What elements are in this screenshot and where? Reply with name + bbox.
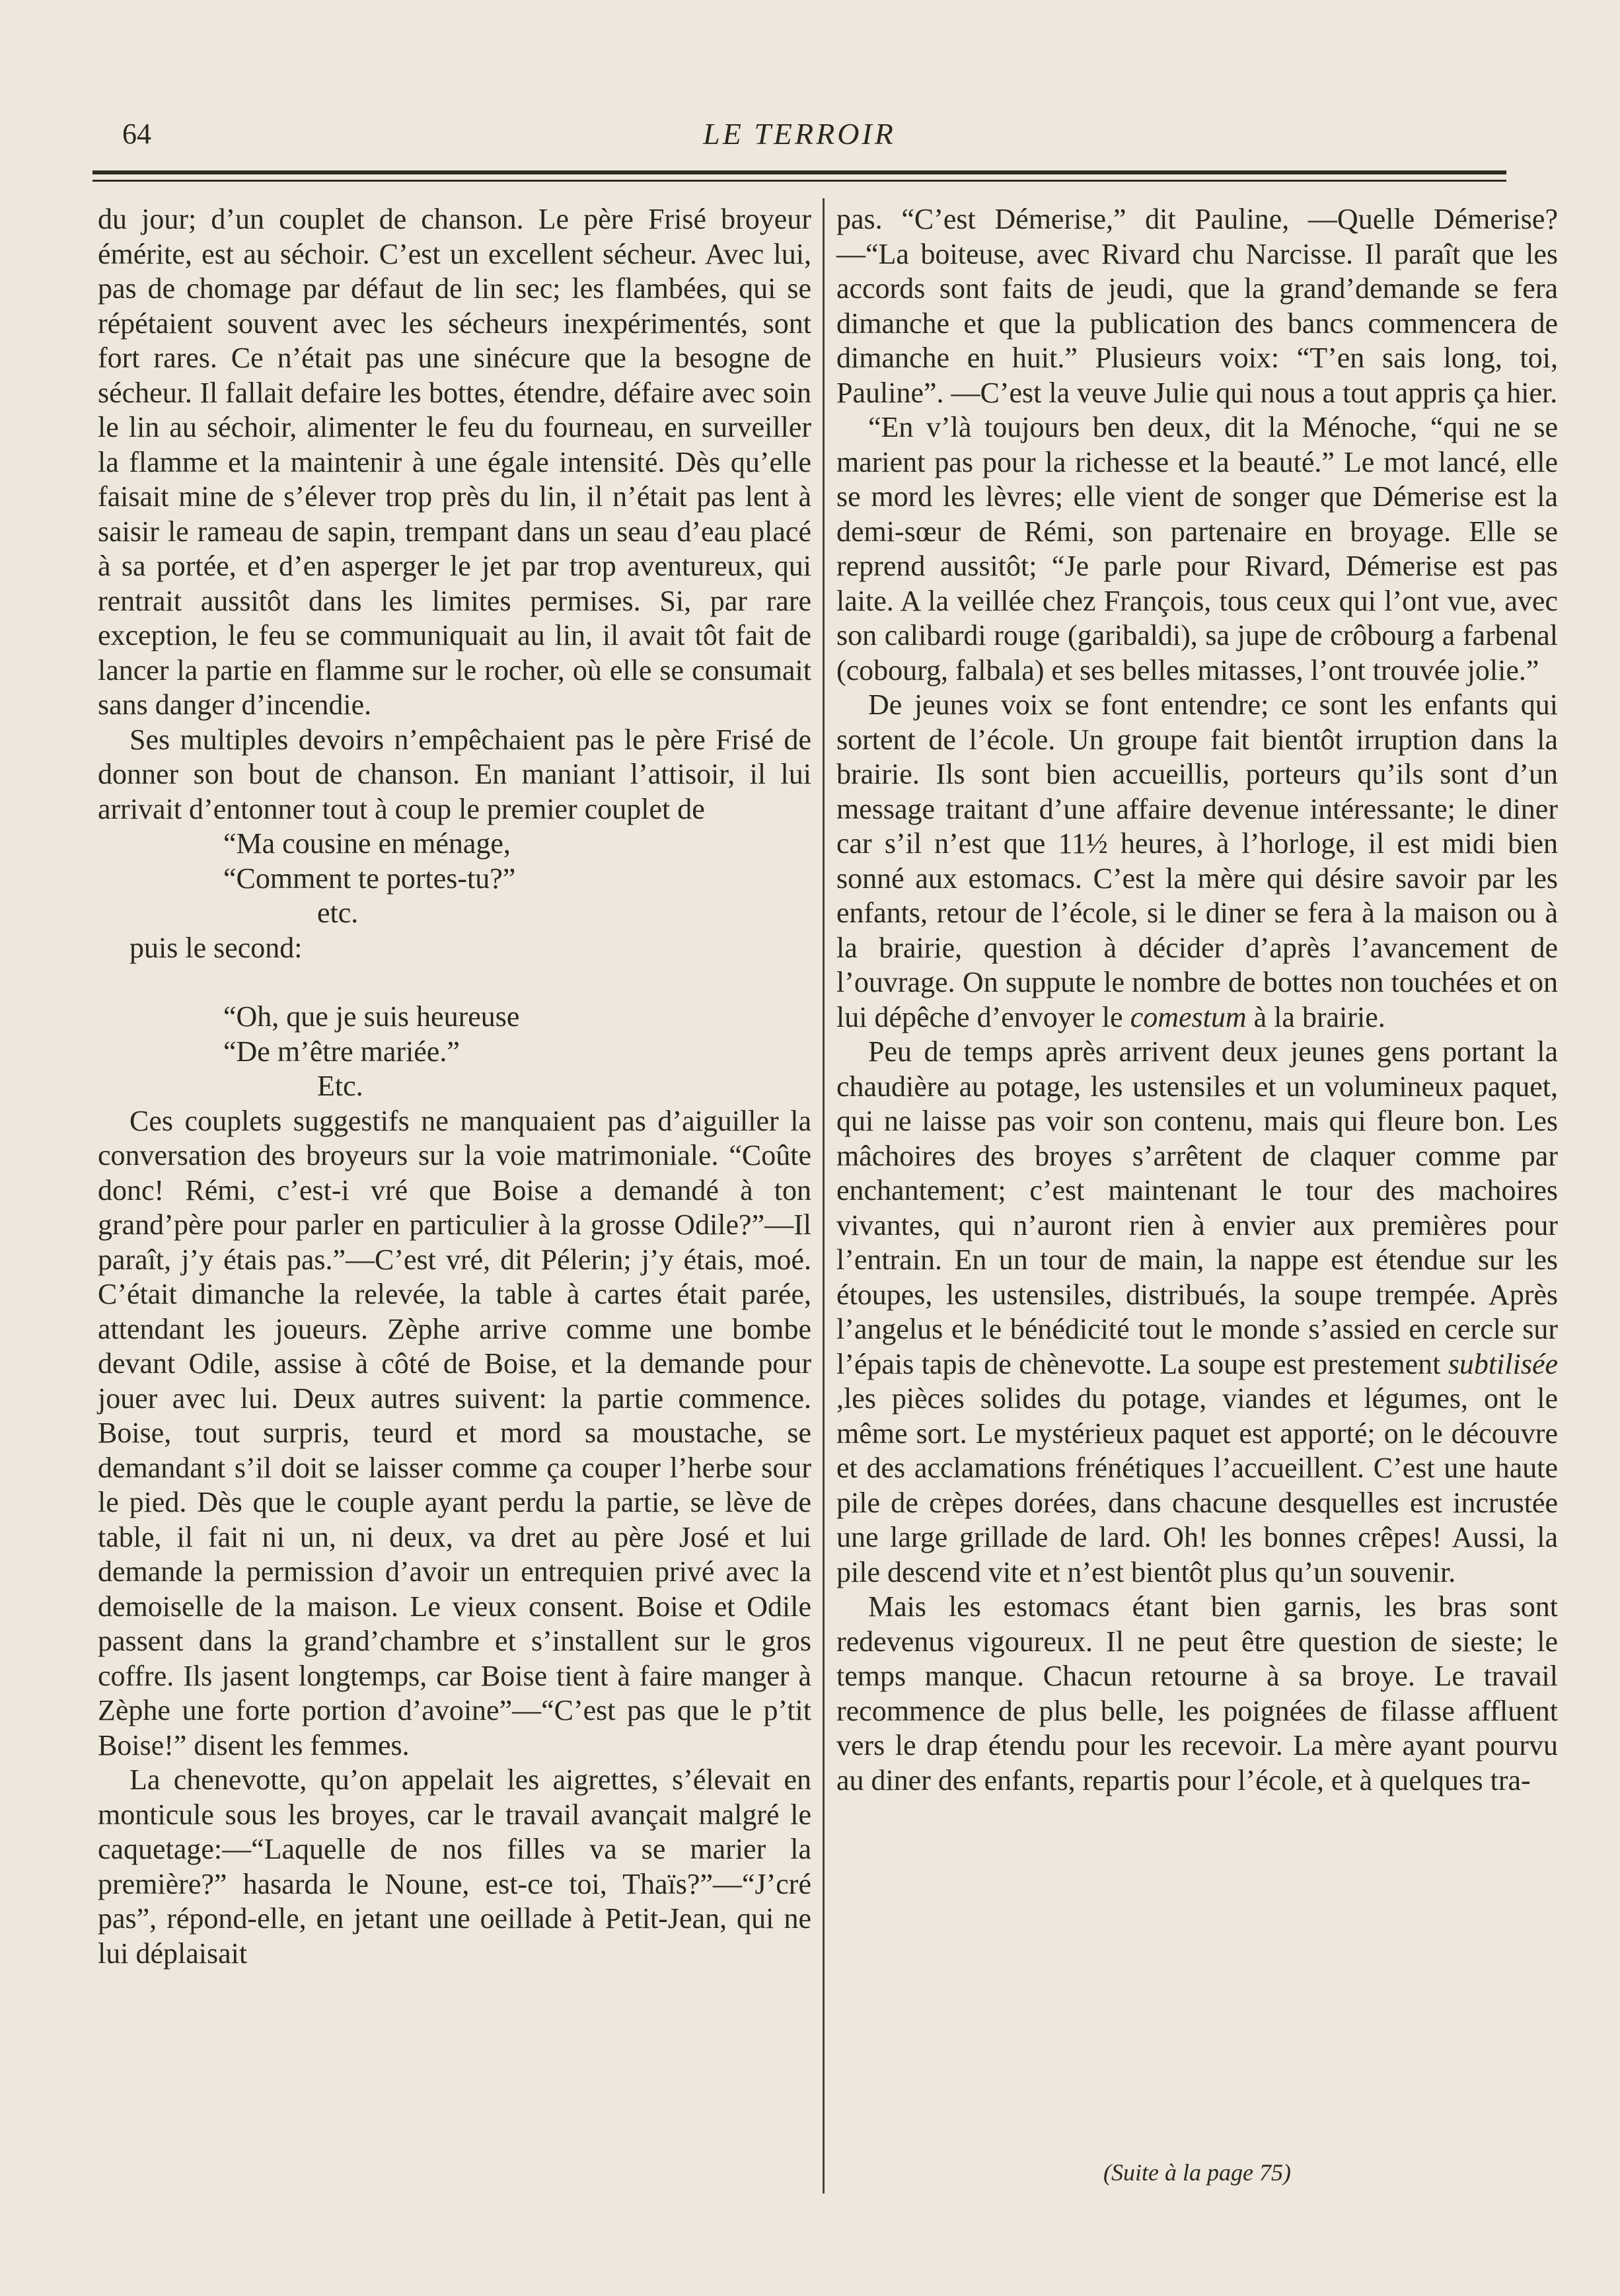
- verse-line: Etc.: [317, 1070, 363, 1102]
- song-verse: [98, 1000, 811, 1104]
- verse-line: “Comment te portes-tu?”: [223, 862, 516, 895]
- paragraph: pas. “C’est Démerise,” dit Pauline, —Quelle Démerise?—“La boiteuse, avec Rivard chu Narcisse. Il paraît que les accords sont faits de jeudi, que la grand’demande se fera dimanche et que la publication des bancs commencera de dimanche en huit.” Plusieurs voix: “T’en sais long, toi, Pauline”. —C’est la veuve Julie qui nous a tout appris ça hier.: [836, 203, 1558, 409]
- page-header: [92, 111, 1506, 157]
- verse-line: “Oh, que je suis heureuse: [223, 1000, 520, 1033]
- paragraph-text: ,les pièces solides du potage, viandes et légumes, ont le même sort. Le mystérieux paquet est apporté; on le découvre et des acclamations frénétiques l’accueillent. C’est une haute pile de crèpes dorées, dans chacune desquelles est incrustée une large grillade de lard. Oh! les bonnes crêpes! Aussi, la pile descend vite et n’est bientôt plus qu’un souvenir.: [836, 1382, 1558, 1588]
- right-column: [836, 202, 1558, 1798]
- paragraph: La chenevotte, qu’on appelait les aigrettes, s’élevait en monticule sous les broyes, car le travail avançait malgré le caquetage:—“Laquelle de nos filles va se marier la première?” hasarda le Noune, est-ce toi, Thaïs?”—“J’cré pas”, répond-elle, en jetant une oeillade à Petit-Jean, qui ne lui déplaisait: [98, 1763, 811, 1970]
- column-divider: [823, 198, 825, 2194]
- header-rule-thin: [92, 180, 1506, 182]
- verse-line: etc.: [317, 897, 359, 929]
- verse-intro: puis le second:: [129, 931, 303, 964]
- paragraph: [836, 688, 1558, 1035]
- paragraph: Mais les estomacs étant bien garnis, les bras sont redevenus vigoureux. Il ne peut être question de sieste; le temps manque. Chacun retourne à sa broye. Le travail recommence de plus belle, les poignées de filasse affluent vers le drap étendu pour les recevoir. La mère ayant pourvu au diner des enfants, repartis pour l’école, et à quelques tra-: [836, 1590, 1558, 1796]
- continuation-note: (Suite à la page 75): [1103, 2159, 1291, 2186]
- paragraph: du jour; d’un couplet de chanson. Le père Frisé broyeur émérite, est au séchoir. C’est un excellent sécheur. Avec lui, pas de chomage par défaut de lin sec; les flambées, qui se répétaient souvent avec les sécheurs inexpérimentés, sont fort rares. Ce n’était pas une sinécure que la besogne de sécheur. Il fallait defaire les bottes, étendre, défaire avec soin le lin au séchoir, alimenter le feu du fourneau, en surveiller la flamme et la maintenir à une égale intensité. Dès qu’elle faisait mine de s’élever trop près du lin, il n’était pas lent à saisir le rameau de sapin, trempant dans un seau d’eau placé à sa portée, et d’en asperger le jet par trop aventureux, qui rentrait aussitôt dans les limites permises. Si, par rare exception, le feu se communiquait au lin, il avait tôt fait de lancer la partie en flamme sur le rocher, où elle se consumait sans danger d’incendie.: [98, 203, 811, 721]
- verse-line: “Ma cousine en ménage,: [223, 827, 511, 860]
- song-verse: [98, 827, 811, 931]
- header-rule-thick: [92, 170, 1506, 174]
- paragraph-text: De jeunes voix se font entendre; ce sont les enfants qui sortent de l’école. Un groupe fait bientôt irruption dans la brairie. Ils sont bien accueillis, porteurs qu’ils sont d’un message traitant d’une affaire devenue intéressante; le diner car s’il n’est que 11½ heures, à l’horloge, il est midi bien sonné aux estomacs. C’est la mère qui désire savoir par les enfants, retour de l’école, si le diner se fera à la maison ou à la brairie, question à décider d’après l’avancement de l’ouvrage. On suppute le nombre de bottes non touchées et on lui dépêche d’envoyer le: [836, 688, 1558, 1033]
- spacer: [98, 965, 811, 1000]
- paragraph: Ces couplets suggestifs ne manquaient pas d’aiguiller la conversation des broyeurs sur la voie matrimoniale. “Coûte donc! Rémi, c’est-i vré que Boise a demandé à ton grand’père pour parler en particulier à la grosse Odile?”—Il paraît, j’y étais pas.”—C’est vré, dit Pélerin; j’y étais, moé. C’était dimanche la relevée, la table à cartes était parée, attendant les joueurs. Zèphe arrive comme une bombe devant Odile, assise à côté de Boise, et la demande pour jouer avec lui. Deux autres suivent: la partie commence. Boise, tout surpris, teurd et mord sa moustache, se demandant s’il doit se laisser comme ça couper l’herbe sour le pied. Dès que le couple ayant perdu la partie, se lève de table, il fait ni un, ni deux, va dret au père José et lui demande la permission d’avoir un entrequien privé avec la demoiselle de la maison. Le vieux consent. Boise et Odile passent dans la grand’chambre et s’installent sur le gros coffre. Ils jasent longtemps, car Boise tient à faire manger à Zèphe une forte portion d’avoine”—“C’est pas que le p’tit Boise!” disent les femmes.: [98, 1104, 811, 1761]
- running-title: LE TERROIR: [703, 117, 896, 151]
- paragraph-text: à la brairie.: [1253, 1000, 1385, 1033]
- paragraph-text: Peu de temps après arrivent deux jeunes gens portant la chaudière au potage, les ustensiles et un volumineux paquet, qui ne laisse pas voir son contenu, mais qui fleure bon. Les mâchoires des broyes s’arrêtent de claquer comme par enchantement; c’est maintenant le tour des machoires vivantes, qui n’auront rien à envier aux premières pour l’entrain. En un tour de main, la nappe est étendue sur les étoupes, les ustensiles, distribués, la soupe trempée. Après l’angelus et le bénédicité tout le monde s’assied en cercle sur l’épais tapis de chènevotte. La soupe est prestement: [836, 1035, 1558, 1380]
- paragraph: “En v’là toujours ben deux, dit la Ménoche, “qui ne se marient pas pour la richesse et la beauté.” Le mot lancé, elle se mord les lèvres; elle vient de songer que Démerise est la demi-sœur de Rémi, son partenaire en broyage. Elle se reprend aussitôt; “Je parle pour Rivard, Démerise est pas laite. A la veillée chez François, tous ceux qui l’ont vue, avec son calibardi rouge (garibaldi), sa jupe de crôbourg a farbenal (cobourg, falbala) et ses belles mitasses, l’ont trouvée jolie.”: [836, 411, 1558, 686]
- page-number: 64: [122, 118, 151, 150]
- left-column: [98, 202, 811, 1971]
- verse-line: “De m’être mariée.”: [223, 1035, 460, 1068]
- paragraph: Ses multiples devoirs n’empêchaient pas le père Frisé de donner son bout de chanson. En maniant l’attisoir, il lui arrivait d’entonner tout à coup le premier couplet de: [98, 723, 811, 825]
- italic-term: comestum: [1130, 1000, 1247, 1033]
- paragraph: [836, 1035, 1558, 1590]
- italic-term: subtilisée: [1448, 1347, 1559, 1380]
